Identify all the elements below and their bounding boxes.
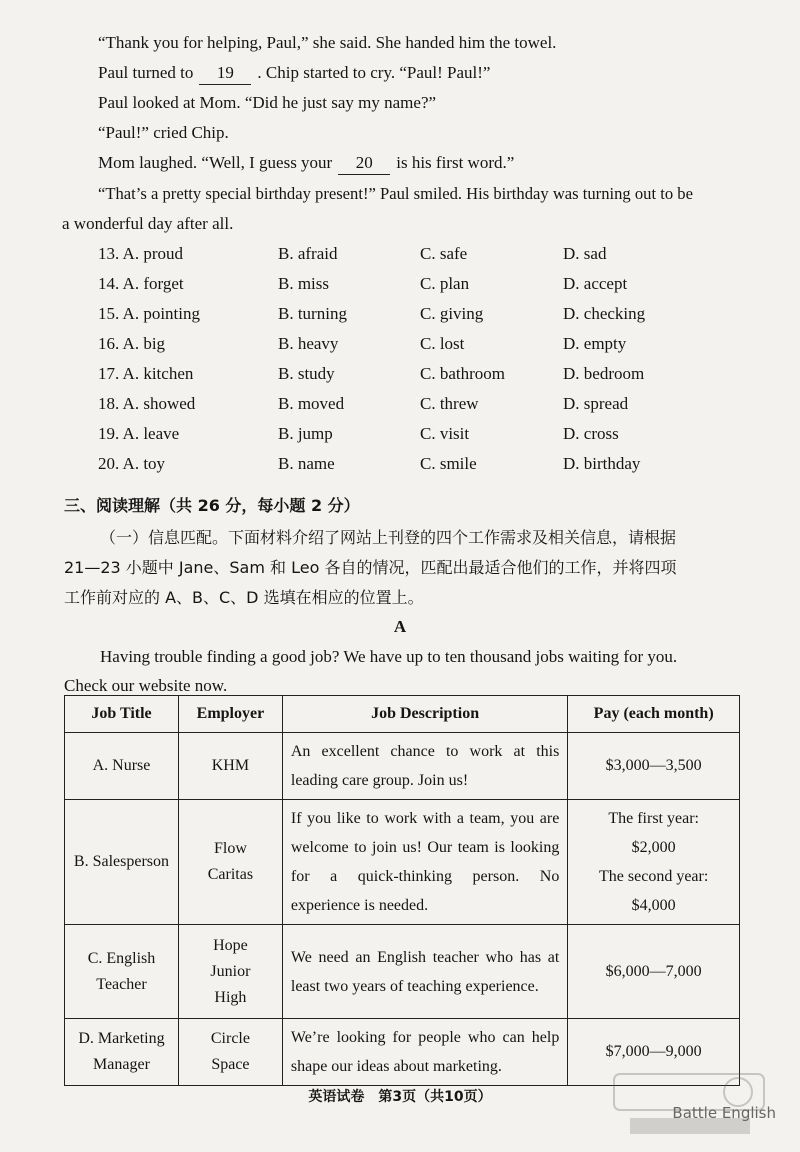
- employer-text: Hope Junior High: [210, 936, 251, 1006]
- passage-label: A: [393, 617, 407, 636]
- employer: [178, 925, 282, 1019]
- job-description: We’re looking for people who can help shape our ideas about marketing.: [282, 1019, 567, 1086]
- option-b: B. miss: [278, 274, 330, 293]
- job-title: B. Salesperson: [65, 800, 179, 925]
- story-line-7: a wonderful day after all.: [62, 214, 234, 233]
- intro-line-1: Having trouble finding a good job? We have up to ten thousand jobs waiting for you.: [100, 647, 678, 666]
- job-title-text: C. English Teacher: [87, 949, 156, 993]
- option-d: D. birthday: [563, 454, 641, 473]
- job-description: If you like to work with a team, you are welcome to join us! Our team is looking for a quick-thinking person. No experience is needed.: [282, 800, 567, 925]
- column-header: Pay (each month): [568, 696, 740, 733]
- option-b: B. afraid: [278, 244, 338, 263]
- story-line-2-post: . Chip started to cry. “Paul! Paul!”: [257, 63, 491, 82]
- watermark-text: Battle English: [672, 1104, 776, 1122]
- option-c: C. safe: [420, 244, 468, 263]
- column-header: Employer: [178, 696, 282, 733]
- option-a: 17. A. kitchen: [98, 364, 194, 383]
- instruction-line-3: 工作前对应的 A、B、C、D 选填在相应的位置上。: [64, 588, 424, 607]
- option-b: B. moved: [278, 394, 345, 413]
- employer-text: Flow Caritas: [207, 840, 254, 883]
- story-line-5-pre: Mom laughed. “Well, I guess your: [98, 153, 333, 172]
- option-c: C. threw: [420, 394, 479, 413]
- option-a: 19. A. leave: [98, 424, 180, 443]
- option-d: D. checking: [563, 304, 646, 323]
- option-a: 18. A. showed: [98, 394, 196, 413]
- option-b: B. name: [278, 454, 335, 473]
- intro-line-2: Check our website now.: [64, 676, 228, 695]
- option-row-16: [98, 334, 738, 358]
- story-line-4: “Paul!” cried Chip.: [98, 123, 229, 142]
- employer: [178, 1019, 282, 1086]
- option-d: D. sad: [563, 244, 607, 263]
- option-c: C. plan: [420, 274, 470, 293]
- option-a: 20. A. toy: [98, 454, 166, 473]
- column-header: Job Title: [65, 696, 179, 733]
- job-title: A. Nurse: [65, 733, 179, 800]
- pay: $6,000—7,000: [568, 925, 740, 1019]
- option-b: B. study: [278, 364, 335, 383]
- page-footer: 英语试卷 第3页（共10页）: [308, 1089, 492, 1105]
- story-line-2: [98, 62, 490, 85]
- option-d: D. empty: [563, 334, 627, 353]
- story-line-1: “Thank you for helping, Paul,” she said. She handed him the towel.: [98, 33, 557, 52]
- option-d: D. bedroom: [563, 364, 645, 383]
- blank-19: 19: [199, 62, 251, 85]
- option-row-15: [98, 304, 738, 328]
- pay-line: The second year:: [599, 868, 709, 885]
- pay: [568, 800, 740, 925]
- job-title: [65, 1019, 179, 1086]
- option-c: C. smile: [420, 454, 477, 473]
- blank-20: 20: [338, 152, 390, 175]
- story-line-6: “That’s a pretty special birthday present!” Paul smiled. His birthday was turning out to be: [98, 184, 693, 203]
- option-d: D. accept: [563, 274, 628, 293]
- job-title: [65, 925, 179, 1019]
- table-header-row: [65, 696, 740, 733]
- story-line-5: [98, 152, 514, 175]
- employer: [178, 800, 282, 925]
- table-row: [65, 733, 740, 800]
- option-c: C. lost: [420, 334, 465, 353]
- option-a: 14. A. forget: [98, 274, 184, 293]
- option-row-17: [98, 364, 738, 388]
- instruction-line-1: （一）信息匹配。下面材料介绍了网站上刊登的四个工作需求及相关信息，请根据: [100, 528, 677, 547]
- story-line-5-post: is his first word.”: [396, 153, 515, 172]
- option-c: C. visit: [420, 424, 470, 443]
- pay-line: $2,000: [631, 839, 676, 856]
- pay: $7,000—9,000: [568, 1019, 740, 1086]
- job-title-text: D. Marketing Manager: [78, 1030, 165, 1073]
- option-a: 16. A. big: [98, 334, 166, 353]
- option-d: D. spread: [563, 394, 629, 413]
- option-c: C. giving: [420, 304, 484, 323]
- job-description: We need an English teacher who has at least two years of teaching experience.: [282, 925, 567, 1019]
- option-row-19: [98, 424, 738, 448]
- table-row: [65, 925, 740, 1019]
- option-b: B. turning: [278, 304, 347, 323]
- job-description: An excellent chance to work at this leading care group. Join us!: [282, 733, 567, 800]
- table-row: [65, 800, 740, 925]
- option-row-13: [98, 244, 738, 268]
- section-heading: 三、阅读理解（共 26 分，每小题 2 分）: [64, 496, 360, 515]
- option-row-14: [98, 274, 738, 298]
- option-row-18: [98, 394, 738, 418]
- option-a: 15. A. pointing: [98, 304, 201, 323]
- option-b: B. heavy: [278, 334, 339, 353]
- option-row-20: [98, 454, 738, 478]
- pay-line: The first year:: [608, 810, 699, 827]
- story-line-2-pre: Paul turned to: [98, 63, 194, 82]
- pay-line: $4,000: [631, 897, 676, 914]
- employer-text: Circle Space: [210, 1030, 250, 1073]
- option-d: D. cross: [563, 424, 619, 443]
- option-c: C. bathroom: [420, 364, 505, 383]
- column-header: Job Description: [282, 696, 567, 733]
- jobs-table: [64, 695, 740, 1086]
- option-b: B. jump: [278, 424, 333, 443]
- story-line-3: Paul looked at Mom. “Did he just say my name?”: [98, 93, 437, 112]
- pay: $3,000—3,500: [568, 733, 740, 800]
- instruction-line-2: 21—23 小题中 Jane、Sam 和 Leo 各自的情况，匹配出最适合他们的工作，并将四项: [64, 558, 677, 577]
- employer: KHM: [178, 733, 282, 800]
- option-a: 13. A. proud: [98, 244, 183, 263]
